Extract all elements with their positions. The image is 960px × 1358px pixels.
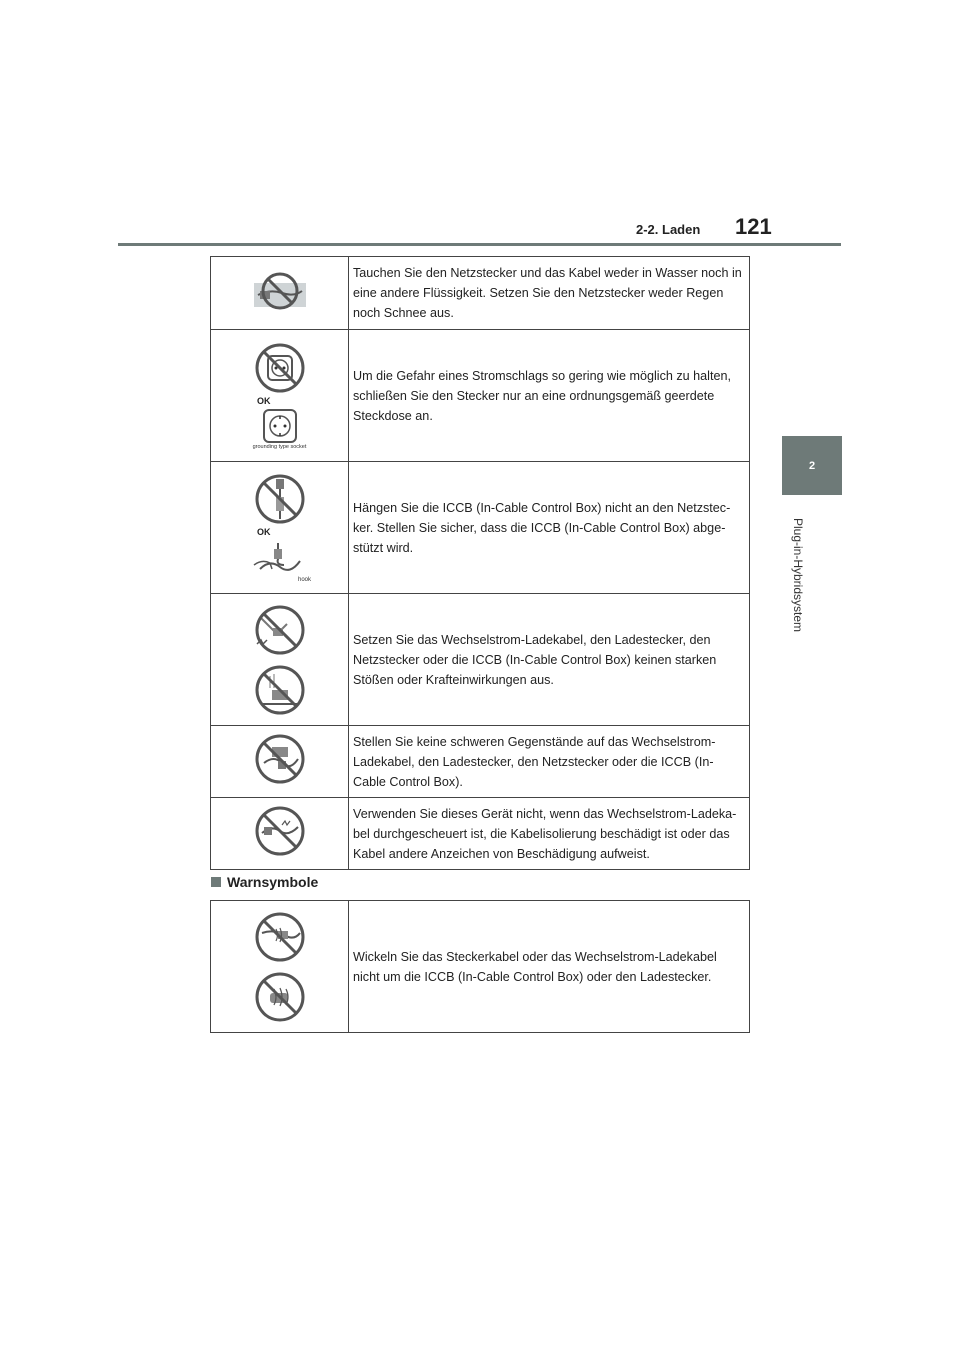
header-rule <box>118 243 841 246</box>
ok-label: OK <box>257 526 271 537</box>
grounding-caption: grounding type socket <box>252 443 307 450</box>
heading-bullet <box>211 877 221 887</box>
warning-heading-text: Warnsymbole <box>227 874 319 890</box>
no-ungrounded-socket-icon <box>254 342 306 394</box>
table-row <box>211 901 750 1033</box>
table-row <box>211 594 750 726</box>
icon-cell <box>211 901 349 1033</box>
icon-cell <box>211 257 349 330</box>
precaution-text: Um die Gefahr eines Stromschlags so gering wie möglich zu halten, schließen Sie den Stecker nur an eine ordnungsgemäß geerdete Steckdose an. <box>349 330 750 462</box>
precaution-text: Setzen Sie das Wechselstrom-Ladekabel, den Ladestecker, den Netzstecker oder die ICCB (In-Cable Control Box) keinen starken Stößen oder Krafteinwirkungen aus. <box>349 594 750 726</box>
warning-heading <box>211 874 318 890</box>
icon-cell <box>211 726 349 798</box>
chapter-number: 2 <box>808 459 816 472</box>
chapter-label <box>773 500 823 650</box>
precaution-text: Stellen Sie keine schweren Gegenstände auf das Wechselstrom-Ladekabel, den Ladestecker, den Netzstecker oder die ICCB (In-Cable Control Box). <box>349 726 750 798</box>
no-hanging-iccb-icon <box>254 473 306 525</box>
section-title: 2-2. Laden <box>636 222 701 237</box>
no-wrapping-connector-icon <box>254 971 306 1023</box>
precaution-text: Hängen Sie die ICCB (In-Cable Control Box) nicht an den Netzstec-ker. Stellen Sie sicher, dass die ICCB (In-Cable Control Box) abge-stützt wird. <box>349 462 750 594</box>
page-number: 121 <box>735 214 772 239</box>
precaution-text: Verwenden Sie dieses Gerät nicht, wenn das Wechselstrom-Ladeka-bel durchgescheuert ist, die Kabelisolierung beschädigt ist oder das Kabel andere Anzeichen von Beschädigung aufweist. <box>349 798 750 870</box>
chapter-title: Plug-in-Hybridsystem <box>791 517 805 633</box>
chapter-tab <box>782 436 842 495</box>
table-row <box>211 726 750 798</box>
icon-cell <box>211 330 349 462</box>
icon-cell <box>211 462 349 594</box>
grounded-socket-icon <box>258 408 302 444</box>
table-row <box>211 462 750 594</box>
table-row <box>211 330 750 462</box>
supported-iccb-icon <box>250 539 310 581</box>
no-wrapping-cable-icon <box>254 911 306 963</box>
icon-cell <box>211 798 349 870</box>
warning-text: Wickeln Sie das Steckerkabel oder das Wechselstrom-Ladekabel nicht um die ICCB (In-Cable Control Box) oder den Ladestecker. <box>349 901 750 1033</box>
no-force-icon <box>254 664 306 716</box>
warning-table <box>210 900 750 1033</box>
hook-label: hook <box>297 576 311 583</box>
table-row <box>211 798 750 870</box>
table-row <box>211 257 750 330</box>
ok-label: OK <box>257 395 271 406</box>
no-heavy-objects-icon <box>254 733 306 785</box>
precaution-text: Tauchen Sie den Netzstecker und das Kabel weder in Wasser noch in eine andere Flüssigkeit. Setzen Sie den Netzstecker weder Regen noch Schnee aus. <box>349 257 750 330</box>
no-damaged-cable-icon <box>254 805 306 857</box>
no-water-plug-icon <box>252 271 308 311</box>
no-impact-icon <box>251 604 309 656</box>
precautions-table <box>210 256 750 870</box>
icon-cell <box>211 594 349 726</box>
